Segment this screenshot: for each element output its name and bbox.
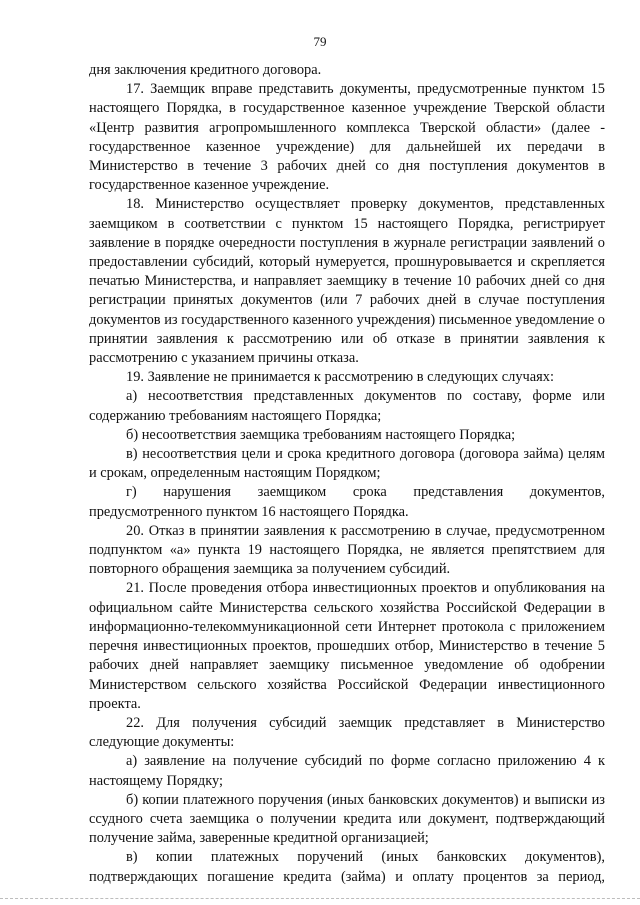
paragraph-19-g: г) нарушения заемщиком срока представления документов, предусмотренного пунктом 16 настоящего Порядка. <box>89 484 605 520</box>
paragraph-21: 21. После проведения отбора инвестиционных проектов и опубликования на официальном сайте Министерства сельского хозяйства Российской Федерации в информационно-телекоммуникационной сети Интернет протокола с приложением перечня инвестиционных проектов, прошедших отбор, Министерство в течение 5 рабочих дней направляет заемщику письменное уведомление об одобрении Министерством сельского хозяйства Российской Федерации инвестиционного проекта. <box>89 580 605 712</box>
paragraph-19-a: а) несоответствия представленных документов по составу, форме или содержанию требованиям настоящего Порядка; <box>89 388 605 424</box>
paragraph-22-b: б) копии платежного поручения (иных банковских документов) и выписки из ссудного счета заемщика о получении кредита или документ, подтверждающий получение займа, заверенные кредитной организацией; <box>89 791 605 847</box>
paragraph-19-v: в) несоответствия цели и срока кредитного договора (договора займа) целям и срокам, определенным настоящим Порядком; <box>89 446 605 482</box>
paragraph-19-b: б) несоответствия заемщика требованиям настоящего Порядка; <box>126 426 516 443</box>
document-body <box>89 61 605 887</box>
page-bottom-edge <box>0 898 640 899</box>
paragraph-18: 18. Министерство осуществляет проверку документов, представленных заемщиком в соответствии с пунктом 15 настоящего Порядка, регистрирует заявление в порядке очередности поступления в журнале регистрации заявлений о предоставлении субсидий, который нумеруется, прошнуровывается и скрепляется печатью Министерства, и направляет заемщику в течение 10 рабочих дней со дня регистрации принятых документов (или 7 рабочих дней в случае поступления документов из государственного казенного учреждения) письменное уведомление о принятии заявления к рассмотрению или об отказе в принятии заявления к рассмотрению с указанием причины отказа. <box>89 196 605 367</box>
paragraph-22: 22. Для получения субсидий заемщик представляет в Министерство следующие документы: <box>89 714 605 751</box>
paragraph-continuation: дня заключения кредитного договора. <box>89 62 322 78</box>
paragraph-22-v: в) копии платежных поручений (иных банковских документов), подтверждающих погашение кредита (займа) и оплату процентов за период, <box>89 849 605 885</box>
paragraph-19: 19. Заявление не принимается к рассмотрению в следующих случаях: <box>126 369 554 386</box>
page-number: 79 <box>313 34 327 49</box>
paragraph-17: 17. Заемщик вправе представить документы, предусмотренные пунктом 15 настоящего Порядка, в государственное казенное учреждение Тверской области «Центр развития агропромышленного комплекса Тверской области» (далее - государственное казенное учреждение) для дальнейшей их передачи в Министерство в течение 3 рабочих дней со дня поступления документов в государственное казенное учреждение. <box>89 81 605 194</box>
paragraph-22-a: а) заявление на получение субсидий по форме согласно приложению 4 к настоящему Порядку; <box>89 753 605 789</box>
paragraph-20: 20. Отказ в принятии заявления к рассмотрению в случае, предусмотренном подпунктом «а» пункта 19 настоящего Порядка, не является препятствием для повторного обращения заемщика за получением субсидий. <box>89 522 605 578</box>
